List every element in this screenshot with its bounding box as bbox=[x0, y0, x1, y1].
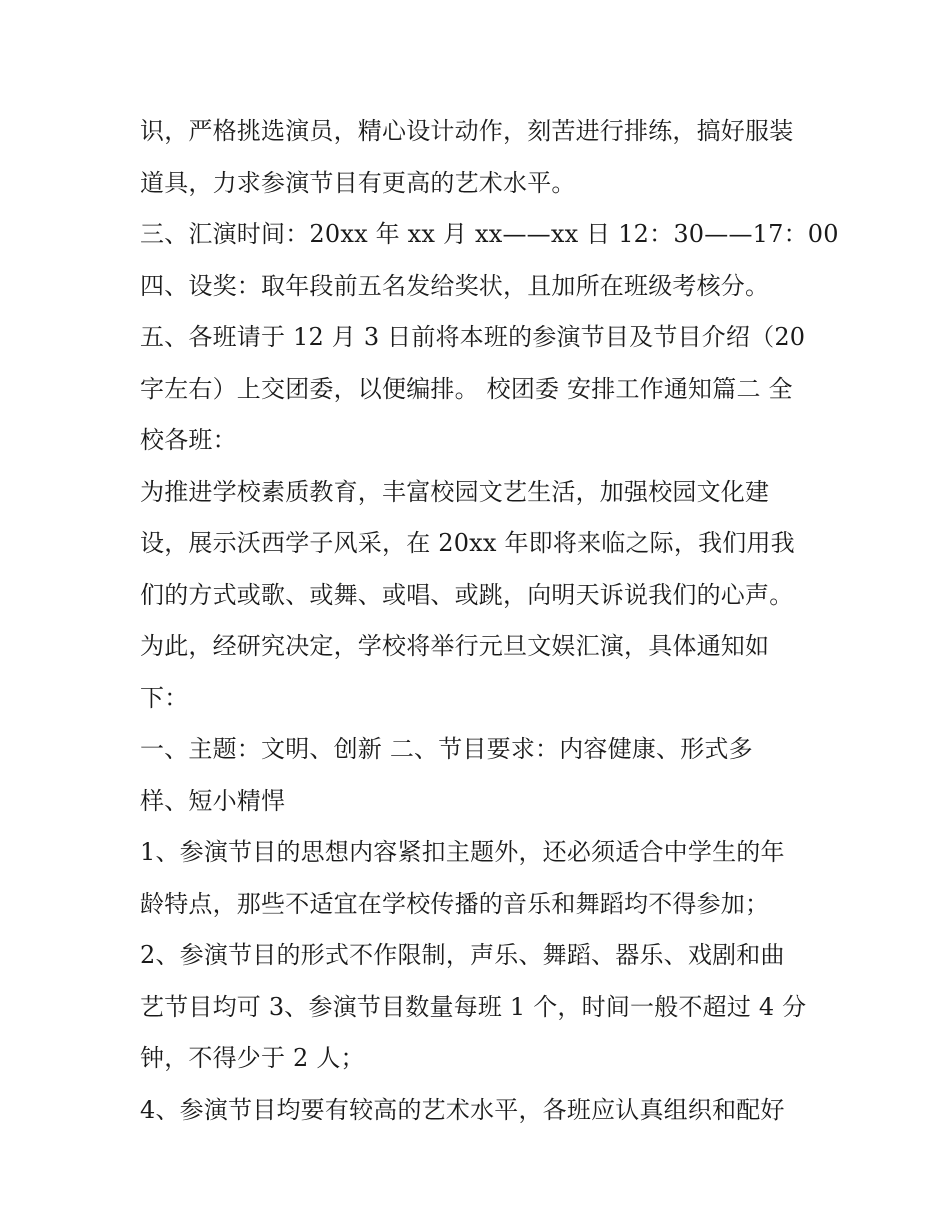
text-line: 1、参演节目的思想内容紧扣主题外，还必须适合中学生的年 bbox=[140, 838, 785, 866]
text-line: 字左右）上交团委，以便编排。 校团委 安排工作通知篇二 全 bbox=[140, 374, 793, 403]
text-line: 2、参演节目的形式不作限制，声乐、舞蹈、器乐、戏剧和曲 bbox=[140, 941, 785, 969]
text-line: 为此，经研究决定，学校将举行元旦文娱汇演，具体通知如 bbox=[140, 632, 770, 660]
text-line: 们的方式或歌、或舞、或唱、或跳，向明天诉说我们的心声。 bbox=[140, 580, 794, 609]
text-line: 样、短小精悍 bbox=[140, 786, 286, 815]
text-line: 识，严格挑选演员，精心设计动作，刻苦进行排练，搞好服装 bbox=[140, 117, 794, 145]
text-line: 为推进学校素质教育，丰富校园文艺生活，加强校园文化建 bbox=[140, 477, 770, 506]
text-line: 道具，力求参演节目有更高的艺术水平。 bbox=[140, 168, 576, 197]
text-line: 钟，不得少于 2 人； bbox=[140, 1044, 365, 1072]
text-line: 三、汇演时间：20xx 年 xx 月 xx——xx 日 12：30——17：00 bbox=[140, 220, 839, 248]
text-line: 4、参演节目均要有较高的艺术水平，各班应认真组织和配好 bbox=[140, 1095, 785, 1124]
text-line: 下： bbox=[140, 683, 189, 712]
text-line: 一、主题：文明、创新 二、节目要求：内容健康、形式多 bbox=[140, 735, 753, 763]
text-line: 设，展示沃西学子风采，在 20xx 年即将来临之际，我们用我 bbox=[140, 529, 795, 557]
text-line: 艺节目均可 3、参演节目数量每班 1 个，时间一般不超过 4 分 bbox=[140, 992, 807, 1021]
text-line: 龄特点，那些不适宜在学校传播的音乐和舞蹈均不得参加； bbox=[140, 889, 770, 918]
text-line: 五、各班请于 12 月 3 日前将本班的参演节目及节目介绍（20 bbox=[140, 323, 806, 351]
document-body bbox=[140, 106, 839, 1136]
text-line: 校各班： bbox=[140, 426, 237, 454]
text-line: 四、设奖：取年段前五名发给奖状，且加所在班级考核分。 bbox=[140, 271, 770, 300]
